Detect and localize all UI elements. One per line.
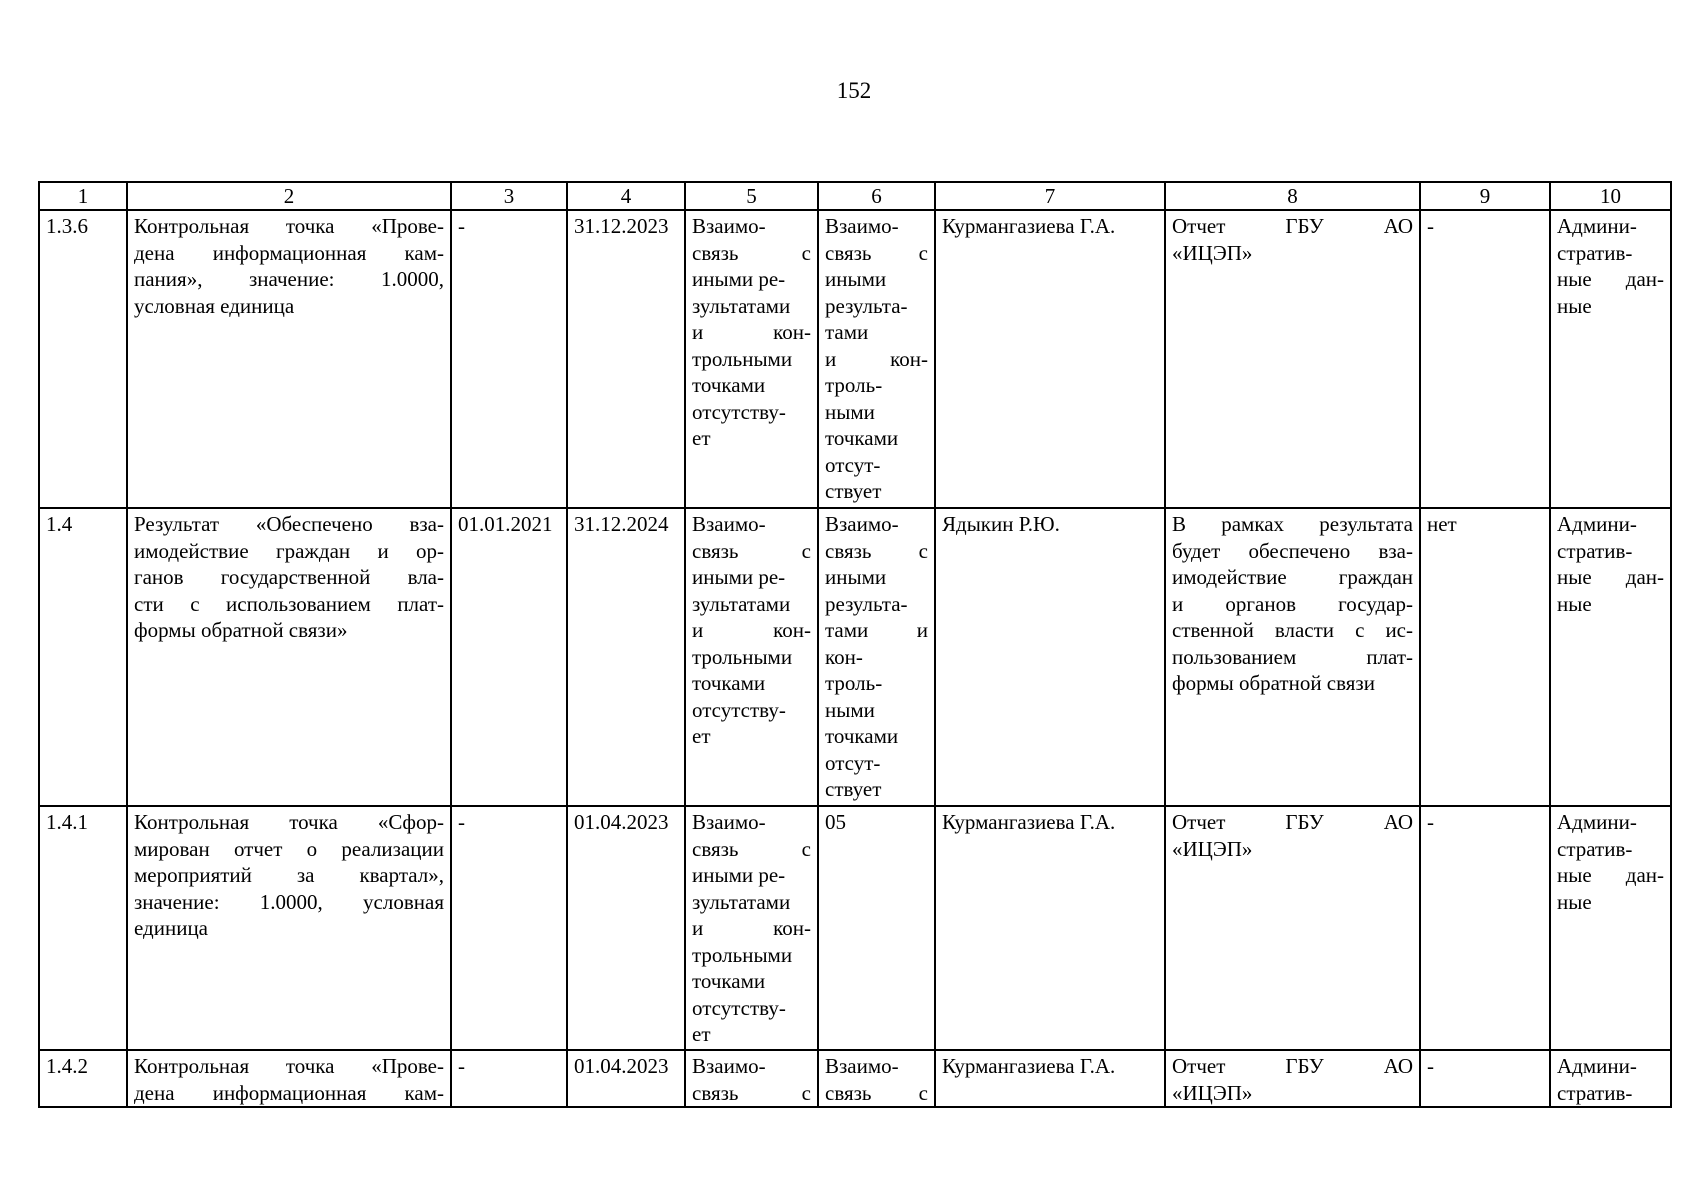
cell-line: мирован отчет о реализации [134, 836, 444, 861]
cell-line: ные дан- [1557, 267, 1664, 291]
cell-line: иными [825, 267, 887, 291]
cell-line: троль- [825, 373, 883, 397]
cell-line: связь с [825, 538, 928, 563]
relation-cell [818, 210, 935, 508]
cell-line: ными [825, 697, 875, 722]
cell-line: зультатами [692, 293, 791, 318]
cell-line: точками [825, 724, 899, 748]
cell-line: будет обеспечено вза- [1172, 538, 1413, 563]
cell-line: имодействие граждан и ор- [134, 538, 444, 563]
cell-line: значение: 1.0000, условная [134, 889, 444, 914]
cell-line: В рамках результата [1172, 512, 1413, 536]
document-cell [1165, 806, 1420, 1050]
flag-cell: - [1420, 210, 1550, 508]
end-date-cell: 31.12.2023 [567, 210, 685, 508]
cell-line: «ИЦЭП» [1172, 240, 1253, 265]
cell-line: сти с использованием плат- [134, 591, 444, 616]
cell-line: Взаимо- [692, 810, 766, 834]
cell-line: Контрольная точка «Прове- [134, 1054, 444, 1078]
document-cell [1165, 210, 1420, 508]
row-number-cell: 1.4.2 [39, 1050, 127, 1107]
cell-line: 05 [825, 810, 846, 834]
cell-line: иными ре- [692, 565, 786, 589]
table-header-row [39, 182, 1671, 210]
cell-line: троль- [825, 671, 883, 695]
cell-line: результа- [825, 293, 908, 318]
cell-line: и кон- [692, 618, 811, 642]
source-cell [1550, 508, 1671, 806]
cell-line: трольными [692, 346, 793, 371]
cell-line: Админи- [1557, 1054, 1637, 1078]
cell-line: ганов государственной вла- [134, 565, 444, 589]
table-row [39, 508, 1671, 806]
cell-line: Админи- [1557, 512, 1637, 536]
cell-line: «ИЦЭП» [1172, 1080, 1253, 1105]
cell-line: дена информационная кам- [134, 240, 444, 265]
cell-line: иными [825, 565, 887, 589]
cell-line: Контрольная точка «Прове- [134, 214, 444, 238]
cell-line: точками [692, 969, 766, 993]
cell-line: Взаимо- [692, 214, 766, 238]
cell-line: зультатами [692, 591, 791, 616]
cell-line: пания», значение: 1.0000, [134, 267, 444, 291]
responsible-cell: Ядыкин Р.Ю. [935, 508, 1165, 806]
flag-cell: нет [1420, 508, 1550, 806]
relation-cell [818, 1050, 935, 1107]
row-number-cell: 1.4 [39, 508, 127, 806]
document-cell [1165, 1050, 1420, 1107]
cell-line: точками [692, 671, 766, 695]
relation-cell [685, 210, 818, 508]
cell-line: ет [692, 426, 711, 450]
header-cell: 6 [818, 182, 935, 210]
cell-line: ственной власти с ис- [1172, 618, 1413, 642]
cell-line: связь с [692, 1080, 811, 1105]
cell-line: Взаимо- [825, 1054, 899, 1078]
row-number-cell: 1.3.6 [39, 210, 127, 508]
cell-line: и кон- [825, 346, 928, 371]
cell-line: трольными [692, 644, 793, 669]
responsible-cell: Курмангазиева Г.А. [935, 1050, 1165, 1107]
page-number: 152 [836, 78, 872, 103]
cell-line: Взаимо- [825, 214, 899, 238]
header-cell: 8 [1165, 182, 1420, 210]
document-table [38, 181, 1672, 1108]
start-date-cell: - [451, 1050, 567, 1107]
cell-line: Контрольная точка «Сфор- [134, 810, 444, 834]
end-date-cell: 31.12.2024 [567, 508, 685, 806]
header-cell: 1 [39, 182, 127, 210]
cell-line: формы обратной связи [1172, 671, 1375, 695]
cell-line: пользованием плат- [1172, 644, 1413, 669]
table-row [39, 1050, 1671, 1107]
cell-line: формы обратной связи» [134, 618, 348, 642]
cell-line: Взаимо- [825, 512, 899, 536]
cell-line: ными [825, 399, 875, 424]
cell-line: точками [825, 426, 899, 450]
cell-line: и органов государ- [1172, 591, 1413, 616]
cell-line: связь с [825, 240, 928, 265]
header-cell: 2 [127, 182, 451, 210]
cell-line: Взаимо- [692, 1054, 766, 1078]
flag-cell: - [1420, 806, 1550, 1050]
cell-line: условная единица [134, 293, 295, 318]
cell-line: Результат «Обеспечено вза- [134, 512, 444, 536]
cell-line: имодействие граждан [1172, 565, 1413, 589]
start-date-cell: - [451, 210, 567, 508]
document-cell [1165, 508, 1420, 806]
cell-line: Отчет ГБУ АО [1172, 214, 1413, 238]
header-cell: 9 [1420, 182, 1550, 210]
table-row [39, 806, 1671, 1050]
cell-line: отсутству- [692, 399, 786, 424]
cell-line: и кон- [692, 320, 811, 344]
cell-line: иными ре- [692, 267, 786, 291]
source-cell [1550, 806, 1671, 1050]
cell-line: отсутству- [692, 697, 786, 722]
cell-line: ные [1557, 293, 1592, 318]
cell-line: отсут- [825, 452, 881, 477]
cell-line: связь с [692, 836, 811, 861]
cell-line: трольными [692, 942, 793, 967]
header-cell: 5 [685, 182, 818, 210]
source-cell [1550, 210, 1671, 508]
relation-cell [685, 1050, 818, 1107]
cell-line: мероприятий за квартал», [134, 863, 444, 887]
cell-line: ет [692, 724, 711, 748]
relation-cell [685, 806, 818, 1050]
end-date-cell: 01.04.2023 [567, 806, 685, 1050]
cell-line: Взаимо- [692, 512, 766, 536]
cell-line: тами [825, 320, 869, 344]
cell-line: ные [1557, 591, 1592, 616]
relation-cell [818, 508, 935, 806]
cell-line: стратив- [1557, 836, 1633, 861]
cell-line: ные дан- [1557, 565, 1664, 589]
row-number-cell: 1.4.1 [39, 806, 127, 1050]
cell-line: связь с [825, 1080, 928, 1105]
cell-line: связь с [692, 240, 811, 265]
name-cell [127, 508, 451, 806]
cell-line: Админи- [1557, 810, 1637, 834]
cell-line: «ИЦЭП» [1172, 836, 1253, 861]
cell-line: единица [134, 916, 209, 940]
cell-line: отсут- [825, 750, 881, 775]
start-date-cell: 01.01.2021 [451, 508, 567, 806]
name-cell [127, 806, 451, 1050]
source-cell [1550, 1050, 1671, 1107]
table-row [39, 210, 1671, 508]
cell-line: ствует [825, 777, 882, 801]
cell-line: Отчет ГБУ АО [1172, 1054, 1413, 1078]
cell-line: зультатами [692, 889, 791, 914]
name-cell [127, 1050, 451, 1107]
cell-line: стратив- [1557, 1080, 1633, 1105]
start-date-cell: - [451, 806, 567, 1050]
cell-line: стратив- [1557, 240, 1633, 265]
cell-line: стратив- [1557, 538, 1633, 563]
cell-line: ствует [825, 479, 882, 503]
relation-cell [685, 508, 818, 806]
responsible-cell: Курмангазиева Г.А. [935, 210, 1165, 508]
cell-line: точками [692, 373, 766, 397]
cell-line: ные [1557, 889, 1592, 914]
cell-line: кон- [825, 644, 863, 669]
cell-line: дена информационная кам- [134, 1080, 444, 1105]
cell-line: и кон- [692, 916, 811, 940]
cell-line: ет [692, 1022, 711, 1046]
cell-line: ные дан- [1557, 863, 1664, 887]
cell-line: Отчет ГБУ АО [1172, 810, 1413, 834]
header-cell: 4 [567, 182, 685, 210]
cell-line: отсутству- [692, 995, 786, 1020]
header-cell: 3 [451, 182, 567, 210]
name-cell [127, 210, 451, 508]
cell-line: Админи- [1557, 214, 1637, 238]
header-cell: 10 [1550, 182, 1671, 210]
cell-line: результа- [825, 591, 908, 616]
header-cell: 7 [935, 182, 1165, 210]
cell-line: связь с [692, 538, 811, 563]
end-date-cell: 01.04.2023 [567, 1050, 685, 1107]
relation-cell [818, 806, 935, 1050]
cell-line: иными ре- [692, 863, 786, 887]
cell-line: тами и [825, 618, 928, 642]
responsible-cell: Курмангазиева Г.А. [935, 806, 1165, 1050]
flag-cell: - [1420, 1050, 1550, 1107]
